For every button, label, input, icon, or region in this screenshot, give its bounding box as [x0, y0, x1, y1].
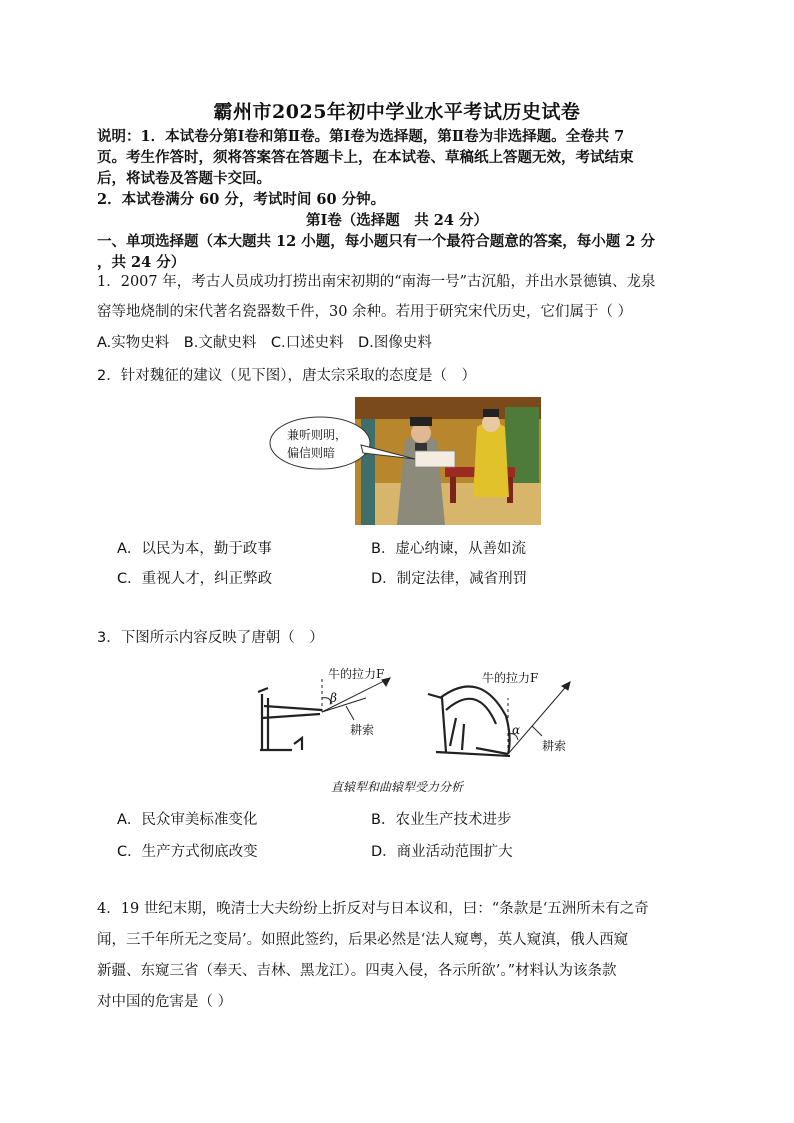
right-angle-label: α: [512, 723, 521, 737]
q4-stem-line-1: 4．19 世纪末期，晚清士大夫纷纷上折反对与日本议和，曰：“条款是‘五洲所未有之奇: [97, 901, 649, 917]
q2-stem: 2．针对魏征的建议（见下图），唐太宗采取的态度是（ ）: [97, 368, 476, 384]
q2-option-c: C．重视人才，纠正弊政: [117, 571, 273, 587]
q1-options: A.实物史料 B.文献史料 C.口述史料 D.图像史料: [97, 335, 432, 351]
q4-stem-line-2: 闻，三千年所无之变局’。如照此签约，后果必然是‘法人窥粤，英人窥滇，俄人西窥: [97, 932, 629, 948]
q3-option-b: B．农业生产技术进步: [371, 812, 512, 828]
q2-option-d: D．制定法律，减省刑罚: [371, 571, 528, 587]
q1-stem-line-1: 1．2007 年，考古人员成功打捞出南宋初期的“南海一号”古沉船，并出水景德镇、龙泉: [97, 274, 656, 290]
left-force-label: 牛的拉力F: [328, 667, 385, 681]
straight-plough-drawing: [258, 688, 322, 750]
q4-stem-line-4: 对中国的危害是（ ）: [97, 994, 233, 1010]
tang-taizong-painting-figure: [265, 397, 545, 525]
notes-line-3: 后，将试卷及答题卡交回。: [97, 170, 271, 187]
bubble-text-line-1: 兼听则明，: [287, 428, 348, 442]
q2-option-b: B．虚心纳谏，从善如流: [371, 541, 526, 557]
notes-line-4: 2．本试卷满分 60 分，考试时间 60 分钟。: [97, 191, 386, 208]
section-title: 第Ⅰ卷（选择题 共 24 分）: [305, 212, 489, 229]
q1-stem-line-2: 窑等地烧制的宋代著名瓷器数千件，30 余种。若用于研究宋代历史，它们属于（ ）: [97, 304, 633, 320]
curved-plough-drawing: [428, 686, 510, 756]
q3-stem: 3．下图所示内容反映了唐朝（ ）: [97, 630, 324, 646]
q3-option-a: A．民众审美标准变化: [117, 812, 258, 828]
q3-option-d: D．商业活动范围扩大: [371, 844, 513, 860]
q4-stem-line-3: 新疆、东窥三省（奉天、吉林、黑龙江）。四夷入侵，各示所欲’。”材料认为该条款: [97, 963, 617, 979]
right-rope-label: 耕索: [542, 739, 567, 753]
part-heading-line-2: ，共 24 分）: [97, 254, 186, 271]
left-angle-label: β: [330, 691, 337, 705]
painting: [355, 397, 541, 525]
part-heading-line-1: 一、单项选择题（本大题共 12 小题，每小题只有一个最符合题意的答案，每小题 2 分: [97, 233, 655, 250]
left-rope-label: 耕索: [350, 723, 375, 737]
plough-force-diagram: [250, 658, 580, 770]
notes-line-2: 页。考生作答时，须将答案答在答题卡上，在本试卷、草稿纸上答题无效，考试结束: [97, 149, 634, 166]
diagram-caption: 直辕犁和曲辕犁受力分析: [330, 780, 463, 794]
exam-title: 霸州市2025年初中学业水平考试历史试卷: [213, 101, 581, 123]
bubble-text-line-2: 偏信则暗: [287, 446, 336, 460]
notes-line-1: 说明：1．本试卷分第Ⅰ卷和第Ⅱ卷。第Ⅰ卷为选择题，第Ⅱ卷为非选择题。全卷共 7: [97, 128, 625, 145]
right-force-label: 牛的拉力F: [482, 671, 539, 685]
q2-option-a: A．以民为本，勤于政事: [117, 541, 272, 557]
q3-option-c: C．生产方式彻底改变: [117, 844, 258, 860]
